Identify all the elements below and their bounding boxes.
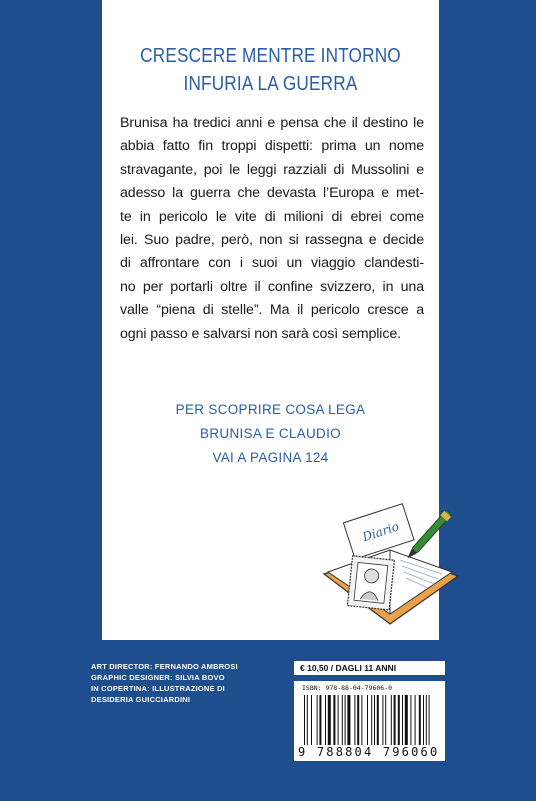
barcode-bar (398, 695, 400, 745)
credit-line: GRAPHIC DESIGNER: SILVIA BOVO (91, 673, 225, 682)
barcode-bar (317, 695, 318, 745)
barcode-bar (382, 695, 383, 745)
credit-line: DESIDERIA GUICCIARDINI (91, 695, 191, 704)
title-line-2: INFURIA LA GUERRA (183, 73, 358, 95)
barcode-bar (357, 695, 359, 745)
barcode-bar (405, 695, 408, 745)
barcode-bar (304, 695, 305, 745)
title-line-1: CRESCERE MENTRE INTORNO (140, 45, 401, 67)
barcode-bar (345, 695, 346, 745)
isbn-label: ISBN: 978-88-04-79606-0 (302, 684, 393, 692)
barcode-bar (429, 695, 430, 745)
barcode-bar (311, 695, 312, 745)
diario-label: Diario (360, 519, 401, 545)
synopsis (120, 112, 424, 346)
barcode-bar (377, 695, 379, 745)
synopsis-line: stravagante, poi le leggi razziali di Mussolini e (120, 161, 424, 178)
barcode-bar (426, 695, 427, 745)
barcode-bar (391, 695, 392, 745)
barcode-bar (354, 695, 355, 745)
barcode-bar (419, 695, 421, 745)
back-cover-title (126, 42, 416, 98)
barcode-bar (415, 695, 416, 745)
credit-line: IN COPERTINA: ILLUSTRAZIONE DI (91, 684, 225, 693)
barcode-bar (394, 695, 396, 745)
barcode-bar (307, 695, 308, 745)
barcode-bar (374, 695, 375, 745)
barcode-bar (338, 695, 339, 745)
cta-line-2: BRUNISA E CLAUDIO (200, 426, 341, 441)
barcode-bar (371, 695, 372, 745)
barcode-box (294, 681, 445, 761)
barcode-bar (361, 695, 362, 745)
barcode-bar (410, 695, 411, 745)
ean-digits: 9 788804 796060 (298, 745, 440, 759)
cta-line-3: VAI A PAGINA 124 (212, 450, 329, 465)
barcode-bar (328, 695, 331, 745)
price-label: € 10,50 / DAGLI 11 ANNI (294, 661, 445, 675)
barcode-bar (367, 695, 368, 745)
synopsis-line: ogni passo e salvarsi non sarà così semplice. (120, 325, 401, 342)
synopsis-line: lei. Suo padre, però, non si rassegna e decide (120, 232, 424, 249)
diary-illustration (322, 502, 462, 632)
credits (91, 661, 281, 705)
barcode-bar (325, 695, 326, 745)
synopsis-line: te in pericolo le vite di milioni di ebrei come (120, 208, 424, 225)
page-reference (102, 398, 439, 470)
synopsis-line: adesso la guerra che devasta l’Europa e met- (120, 185, 424, 202)
credit-line: ART DIRECTOR: FERNANDO AMBROSI (91, 662, 238, 671)
barcode-bar (402, 695, 403, 745)
barcode-bar (333, 695, 335, 745)
synopsis-line: abbia fatto fin troppi dispetti: prima un nome (120, 138, 424, 155)
barcode (304, 695, 435, 745)
synopsis-line: di affrontare con i suoi un viaggio clandesti- (120, 255, 424, 272)
barcode-bar (342, 695, 343, 745)
barcode-bar (347, 695, 350, 745)
synopsis-line: valle “piena di stelle”. Ma il pericolo cresce a (120, 302, 424, 319)
synopsis-line: Brunisa ha tredici anni e pensa che il destino le (120, 115, 424, 131)
cta-line-1: PER SCOPRIRE COSA LEGA (175, 402, 366, 417)
synopsis-line: no per portarli oltre il confine svizzero, in una (120, 278, 424, 295)
barcode-bar (423, 695, 424, 745)
barcode-bar (385, 695, 386, 745)
barcode-bar (319, 695, 321, 745)
